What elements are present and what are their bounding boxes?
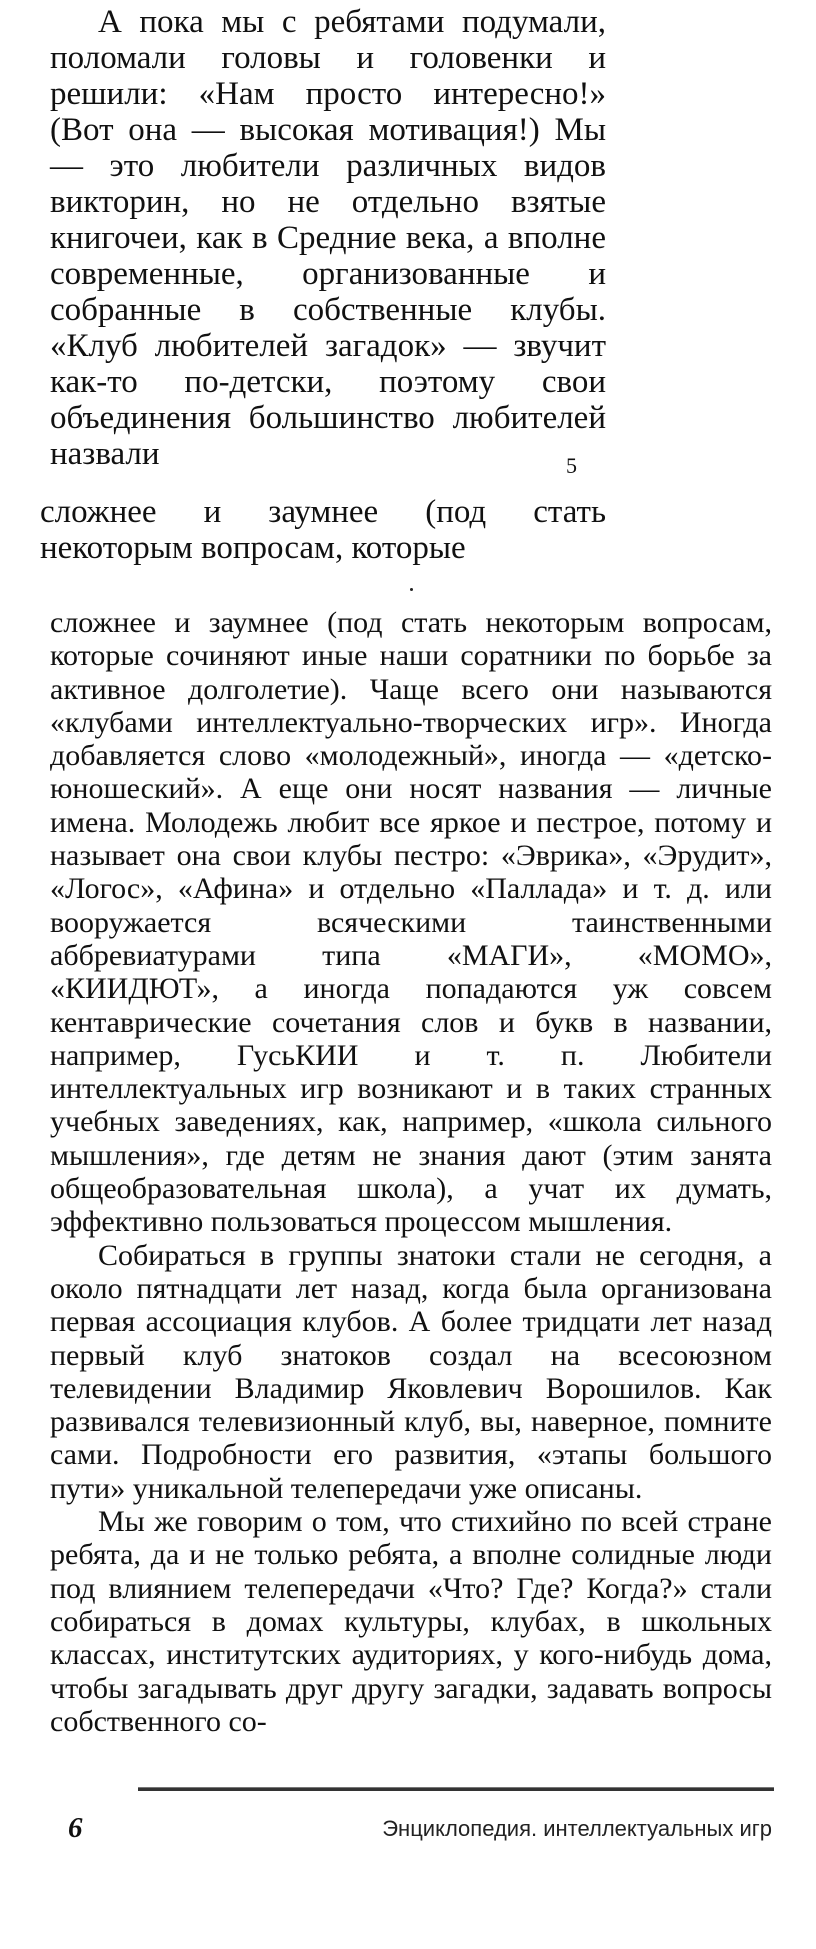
scan-speck (410, 588, 413, 591)
page-number: 6 (68, 1812, 83, 1844)
upper-paragraph: А пока мы с ребятами подумали, поломали головы и головенки и решили: «Нам просто интересно!» (Вот она — высокая мотивация!) Мы — это любители различных видов викторин, но не отдельно взятые книгочеи, как в Средние века, а вполне современные, организованные и собранные в собственные клубы. «Клуб любителей загадок» — звучит как-то по-детски, поэтому свои объединения большинство любителей назвали (50, 4, 606, 472)
main-paragraph-3: Мы же говорим о том, что стихийно по всей стране ребята, да и не только ребята, а вполне солидные люди под влиянием телепередачи «Что? Где? Когда?» стали собираться в домах культуры, клубах, в школьных классах, институтских аудиториях, у кого-нибудь дома, чтобы загадывать друг другу загадки, задавать вопросы собственного со- (50, 1505, 772, 1738)
upper-text-block (50, 4, 606, 472)
main-text-block (50, 606, 772, 1738)
footer-rule (138, 1787, 774, 1791)
inserted-page-number: 5 (566, 453, 577, 478)
main-paragraph-1: сложнее и заумнее (под стать некоторым вопросам, которые сочиняют иные наши соратники по борьбе за активное долголетие). Чаще всего они называются «клубами интеллектуально-творческих игр». Иногда добавляется слово «молодежный», иногда — «детско-юношеский». А еще они носят названия — личные имена. Молодежь любит все яркое и пестрое, потому и называет она свои клубы пестро: «Эврика», «Эрудит», «Логос», «Афина» и отдельно «Паллада» и т. д. или вооружается всяческими таинственными аббревиатурами типа «МАГИ», «МОМО», «КИИДЮТ», а иногда попадаются уж совсем кентаврические сочетания слов и букв в названии, например, ГусьКИИ и т. п. Любители интеллектуальных игр возникают и в таких странных учебных заведениях, как, например, «школа сильного мышления», где детям не знания дают (этим занята общеобразовательная школа), а учат их думать, эффективно пользоваться процессом мышления. (50, 606, 772, 1239)
repeated-fragment: сложнее и заумнее (под стать некоторым вопросам, которые (40, 494, 606, 566)
main-paragraph-2: Собираться в группы знатоки стали не сегодня, а около пятнадцати лет назад, когда была организована первая ассоциация клубов. А более тридцати лет назад первый клуб знатоков создал на всесоюзном телевидении Владимир Яковлевич Ворошилов. Как развивался телевизионный клуб, вы, наверное, помните сами. Подробности его развития, «этапы большого пути» уникальной телепередачи уже описаны. (50, 1238, 772, 1505)
running-title: Энциклопедия. интеллектуальных игр (382, 1816, 772, 1841)
